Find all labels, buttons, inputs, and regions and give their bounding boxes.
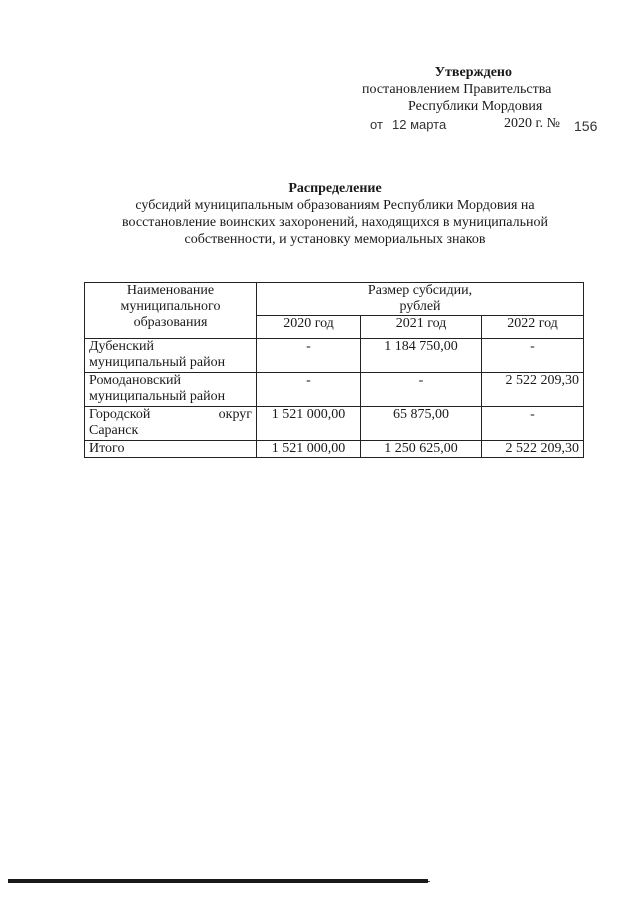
table-header-row [85,283,584,316]
row-name [85,407,257,441]
row-value-2021: - [361,373,482,407]
total-row [85,441,584,458]
total-value-2020: 1 521 000,00 [257,441,361,458]
row-value-2020: - [257,339,361,373]
total-value-2021: 1 250 625,00 [361,441,482,458]
row-name-part2: округ [218,407,252,422]
subsidy-table [84,282,584,458]
total-label: Итого [85,441,257,458]
row-name-line1 [89,407,252,423]
table-row [85,407,584,441]
date-day-month: 12 марта [392,117,447,132]
subsidy-size-header-line2: рублей [399,299,441,314]
resolution-number: 156 [574,118,598,134]
republic-line: Республики Мордовия [408,99,543,114]
scan-edge-bar [8,879,428,883]
row-value-2022: - [482,407,584,441]
title-line-2: восстановление воинских захоронений, находящихся в муниципальной [122,215,548,230]
row-name: Дубенский муниципальный район [85,339,257,373]
total-value-2022: 2 522 209,30 [482,441,584,458]
title-heading: Распределение [288,181,382,196]
year-number-label: 2020 г. № [504,116,561,131]
row-value-2021: 1 184 750,00 [361,339,482,373]
row-name: Ромодановский муниципальный район [85,373,257,407]
name-column-header: Наименование муниципального образования [85,283,257,339]
row-value-2022: 2 522 209,30 [482,373,584,407]
title-line-3: собственности, и установку мемориальных знаков [184,232,486,247]
scan-edge-bar-tail [428,881,430,882]
subsidy-size-header-line1: Размер субсидии, [367,283,473,298]
row-value-2020: 1 521 000,00 [257,407,361,441]
date-line [340,115,600,135]
table-row [85,339,584,373]
table-row [85,373,584,407]
document-title [80,180,590,248]
date-prefix: от [370,117,383,132]
year-2021-header: 2021 год [361,316,482,339]
row-name-part1: Городской [89,407,151,422]
year-2020-header: 2020 год [257,316,361,339]
row-value-2021: 65 875,00 [361,407,482,441]
subsidy-size-header [257,283,584,316]
row-value-2022: - [482,339,584,373]
row-value-2020: - [257,373,361,407]
title-line-1: субсидий муниципальным образованиям Республики Мордовия на [135,198,535,213]
row-name-part3: Саранск [89,423,139,438]
approved-label: Утверждено [434,65,512,80]
year-2022-header: 2022 год [482,316,584,339]
resolution-line: постановлением Правительства [362,82,552,97]
approval-stamp [340,64,600,135]
